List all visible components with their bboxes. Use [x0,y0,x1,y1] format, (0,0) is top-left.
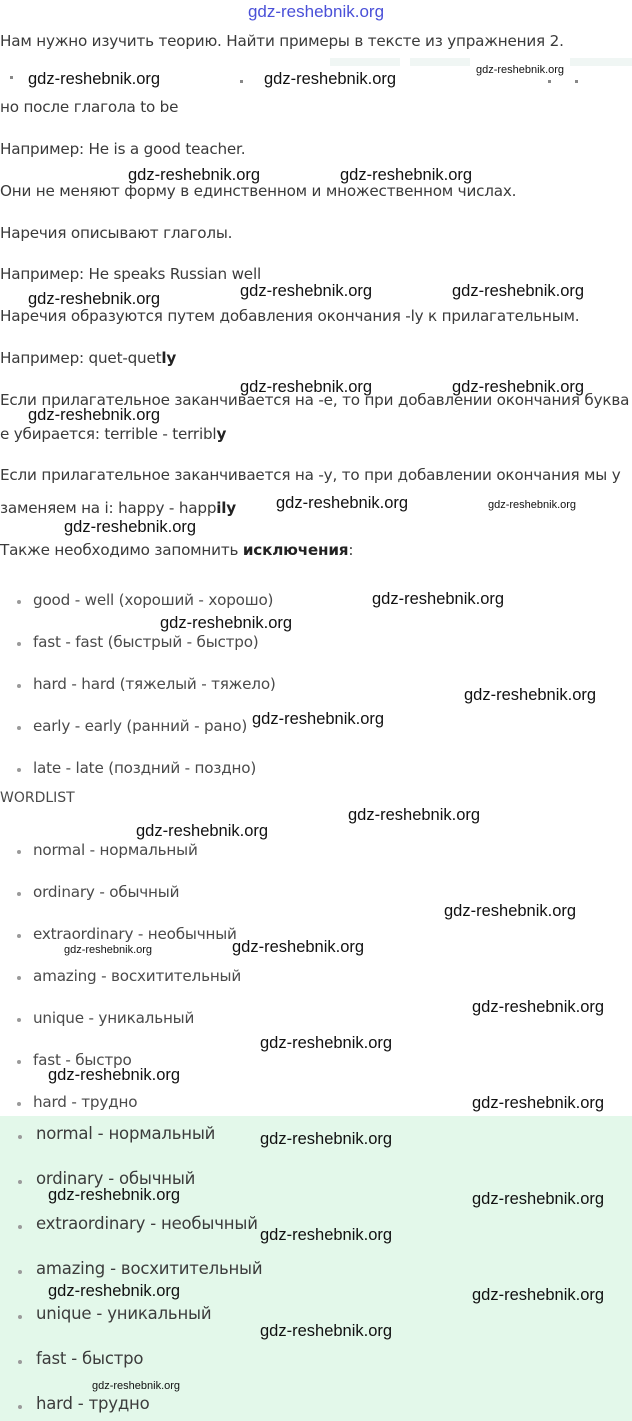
watermark: gdz-reshebnik.org [472,1094,605,1112]
watermark: gdz-reshebnik.org [476,64,565,76]
watermark: gdz-reshebnik.org [348,806,481,824]
watermark: gdz-reshebnik.org [28,290,161,308]
watermark: gdz-reshebnik.org [160,614,293,632]
watermark: gdz-reshebnik.org [276,494,409,512]
intro-text: Нам нужно изучить теорию. Найти примеры в тексте из упражнения 2. [0,32,564,50]
watermark: gdz-reshebnik.org [48,1066,181,1084]
scan-speck [548,80,551,83]
watermark: gdz-reshebnik.org [260,1322,393,1340]
wordlist-heading: WORDLIST [0,790,75,806]
watermark: gdz-reshebnik.org [472,998,605,1016]
watermark: gdz-reshebnik.org [260,1130,393,1148]
watermark: gdz-reshebnik.org [92,1380,181,1392]
watermark: gdz-reshebnik.org [128,166,261,184]
watermark: gdz-reshebnik.org [488,499,577,511]
theory-rule-y-line2: заменяем на i: happy - happily [0,499,236,517]
watermark: gdz-reshebnik.org [264,70,397,88]
watermark: gdz-reshebnik.org [240,378,373,396]
theory-rule-y-line1: Если прилагательное заканчивается на -у, то при добавлении окончания мы у [0,466,621,484]
watermark: gdz-reshebnik.org [444,902,577,920]
theory-formation: Наречия образуются путем добавления окончания -ly к прилагательным. [0,307,580,325]
theory-rule-e-line1: Если прилагательное заканчивается на -е, то при добавлении окончания буква [0,391,630,409]
watermark: gdz-reshebnik.org [28,70,161,88]
watermark: gdz-reshebnik.org [240,282,373,300]
watermark: gdz-reshebnik.org [136,822,269,840]
watermark: gdz-reshebnik.org [48,1186,181,1204]
watermark: gdz-reshebnik.org [372,590,505,608]
watermark: gdz-reshebnik.org [472,1286,605,1304]
theory-example-1: Например: He is a good teacher. [0,140,246,158]
scan-speck [575,80,578,83]
watermark: gdz-reshebnik.org [464,686,597,704]
theory-adverbs-describe: Наречия описывают глаголы. [0,224,233,242]
watermark: gdz-reshebnik.org [28,406,161,424]
theory-rule-e-line2: е убирается: terrible - terribly [0,425,227,443]
watermark: gdz-reshebnik.org [260,1226,393,1244]
watermark: gdz-reshebnik.org [252,710,385,728]
exceptions-intro: Также необходимо запомнить исключения: [0,541,354,559]
theory-no-change: Они не меняют форму в единственном и множественном числах. [0,182,517,200]
scan-speck [240,80,243,83]
faded-strip [570,58,632,66]
watermark-top: gdz-reshebnik.org [247,2,385,21]
watermark: gdz-reshebnik.org [340,166,473,184]
watermark: gdz-reshebnik.org [472,1190,605,1208]
watermark: gdz-reshebnik.org [232,938,365,956]
scan-speck [10,76,13,79]
watermark: gdz-reshebnik.org [64,518,197,536]
watermark: gdz-reshebnik.org [260,1034,393,1052]
theory-after-to-be: но после глагола to be [0,98,179,116]
watermark: gdz-reshebnik.org [64,944,153,956]
theory-example-2: Например: He speaks Russian well [0,265,261,283]
watermark: gdz-reshebnik.org [48,1282,181,1300]
watermark: gdz-reshebnik.org [452,378,585,396]
faded-strip [330,58,400,66]
theory-example-3: Например: quet-quetly [0,349,177,367]
watermark: gdz-reshebnik.org [452,282,585,300]
faded-strip [410,58,470,66]
